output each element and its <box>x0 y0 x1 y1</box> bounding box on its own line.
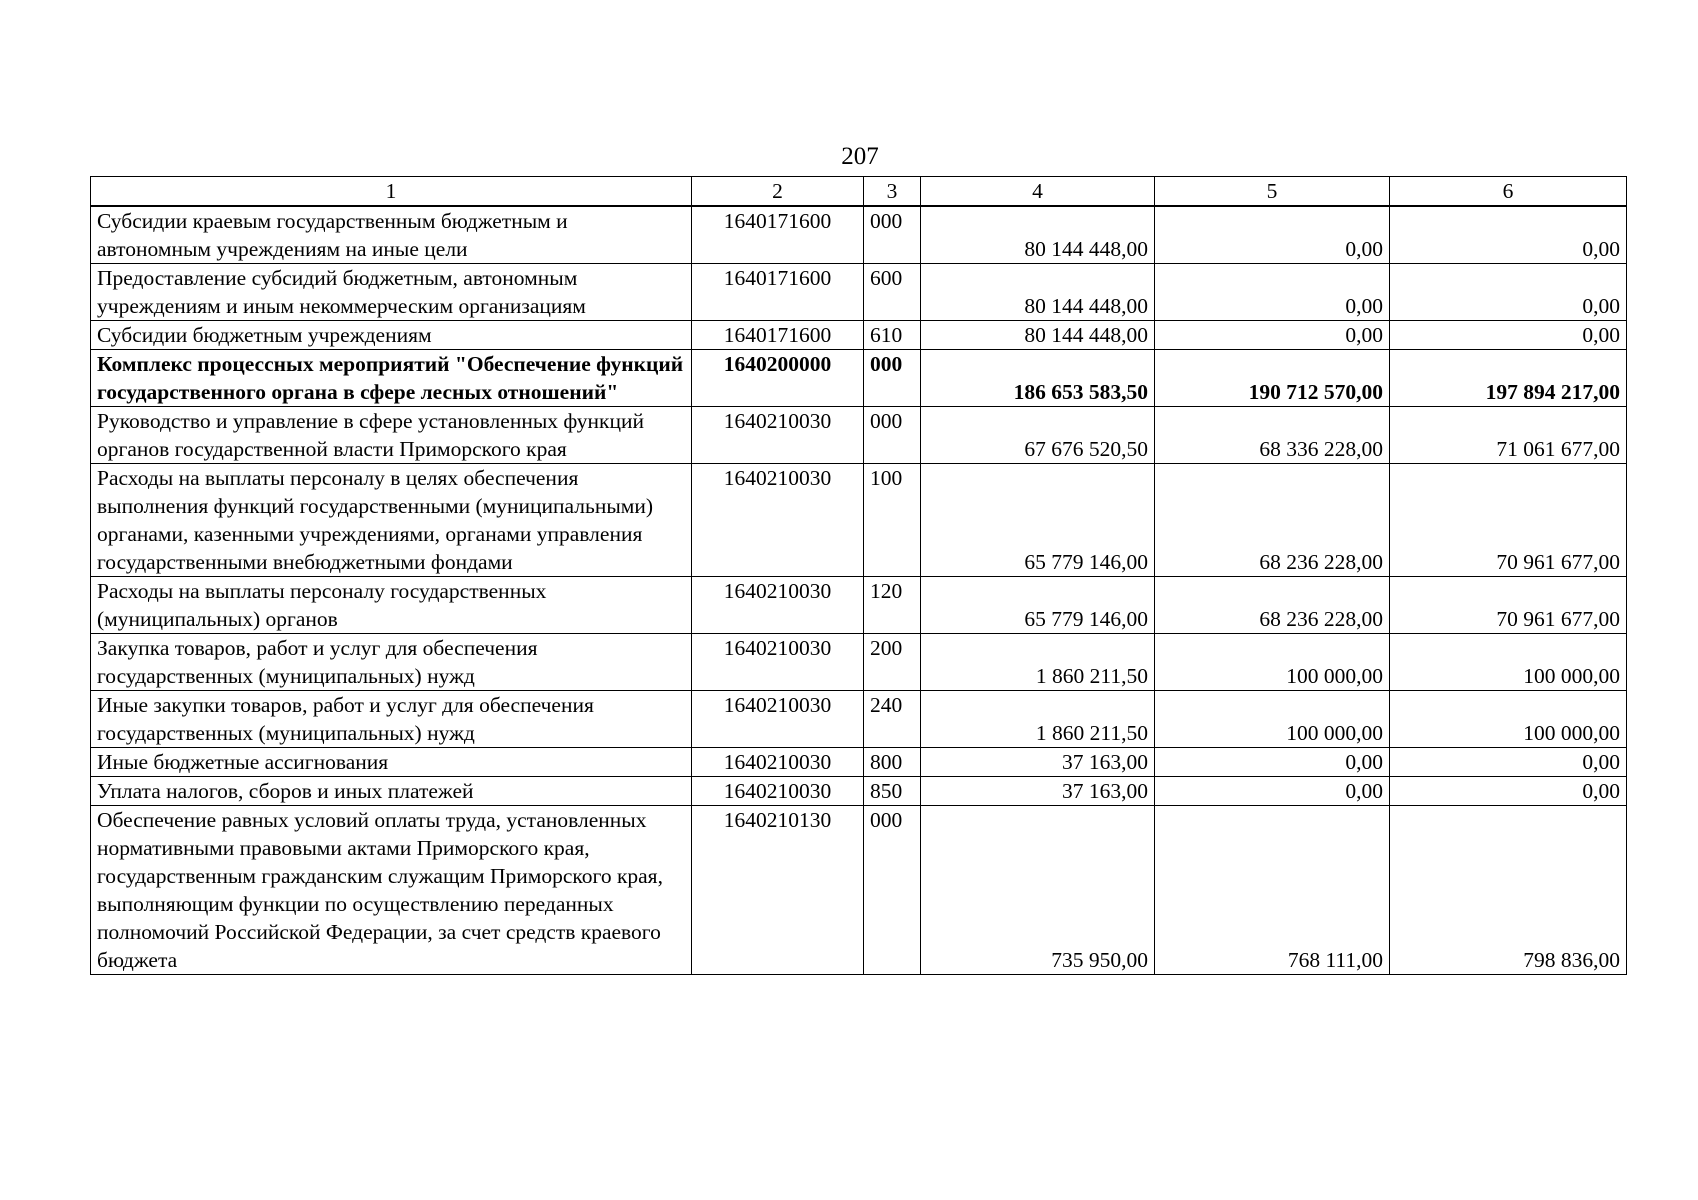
expense-name: Обеспечение равных условий оплаты труда, установленных нормативными правовыми актами Приморского края, государственным гражданским служащим Приморского края, выполняющим функции по осуществлению переданных полномочий Российской Федерации, за счет средств краевого бюджета <box>91 806 692 975</box>
expense-type-code: 610 <box>864 321 921 350</box>
table-row <box>91 634 1627 691</box>
amount-col-4: 735 950,00 <box>921 806 1155 975</box>
expense-name: Руководство и управление в сфере установленных функций органов государственной власти Приморского края <box>91 407 692 464</box>
target-article-code: 1640210030 <box>692 691 864 748</box>
amount-col-5: 68 236 228,00 <box>1155 577 1390 634</box>
amount-col-4: 80 144 448,00 <box>921 321 1155 350</box>
column-number: 4 <box>921 177 1155 207</box>
expense-name: Субсидии бюджетным учреждениям <box>91 321 692 350</box>
table-row <box>91 407 1627 464</box>
expense-type-code: 000 <box>864 407 921 464</box>
amount-col-6: 100 000,00 <box>1390 691 1627 748</box>
amount-col-6: 0,00 <box>1390 206 1627 264</box>
expense-name: Закупка товаров, работ и услуг для обеспечения государственных (муниципальных) нужд <box>91 634 692 691</box>
expense-name: Уплата налогов, сборов и иных платежей <box>91 777 692 806</box>
expense-type-code: 100 <box>864 464 921 577</box>
amount-col-5: 0,00 <box>1155 264 1390 321</box>
amount-col-4: 67 676 520,50 <box>921 407 1155 464</box>
amount-col-6: 100 000,00 <box>1390 634 1627 691</box>
amount-col-4: 37 163,00 <box>921 748 1155 777</box>
page-number: 207 <box>841 143 879 170</box>
amount-col-5: 100 000,00 <box>1155 634 1390 691</box>
amount-col-5: 68 236 228,00 <box>1155 464 1390 577</box>
expense-type-code: 850 <box>864 777 921 806</box>
expense-name: Иные закупки товаров, работ и услуг для обеспечения государственных (муниципальных) нужд <box>91 691 692 748</box>
amount-col-6: 0,00 <box>1390 748 1627 777</box>
expense-name: Предоставление субсидий бюджетным, автономным учреждениям и иным некоммерческим организациям <box>91 264 692 321</box>
target-article-code: 1640210030 <box>692 407 864 464</box>
expense-name: Расходы на выплаты персоналу государственных (муниципальных) органов <box>91 577 692 634</box>
expense-type-code: 000 <box>864 206 921 264</box>
expense-name: Иные бюджетные ассигнования <box>91 748 692 777</box>
amount-col-4: 1 860 211,50 <box>921 691 1155 748</box>
amount-col-6: 798 836,00 <box>1390 806 1627 975</box>
amount-col-5: 68 336 228,00 <box>1155 407 1390 464</box>
table-row <box>91 806 1627 975</box>
amount-col-5: 768 111,00 <box>1155 806 1390 975</box>
expense-type-code: 240 <box>864 691 921 748</box>
target-article-code: 1640171600 <box>692 206 864 264</box>
amount-col-6: 0,00 <box>1390 777 1627 806</box>
amount-col-4: 186 653 583,50 <box>921 350 1155 407</box>
table-row <box>91 264 1627 321</box>
table-row <box>91 206 1627 264</box>
amount-col-6: 197 894 217,00 <box>1390 350 1627 407</box>
target-article-code: 1640210030 <box>692 577 864 634</box>
column-number: 2 <box>692 177 864 207</box>
target-article-code: 1640210030 <box>692 464 864 577</box>
column-number: 5 <box>1155 177 1390 207</box>
table-row <box>91 350 1627 407</box>
column-number: 3 <box>864 177 921 207</box>
target-article-code: 1640171600 <box>692 264 864 321</box>
table-row <box>91 777 1627 806</box>
table-row <box>91 748 1627 777</box>
target-article-code: 1640171600 <box>692 321 864 350</box>
expense-type-code: 800 <box>864 748 921 777</box>
amount-col-5: 0,00 <box>1155 321 1390 350</box>
amount-col-5: 0,00 <box>1155 748 1390 777</box>
expense-type-code: 000 <box>864 806 921 975</box>
table-body <box>91 177 1627 975</box>
expense-name: Расходы на выплаты персоналу в целях обеспечения выполнения функций государственными (муниципальными) органами, казенными учреждениями, органами управления государственными внебюджетными фондами <box>91 464 692 577</box>
amount-col-6: 70 961 677,00 <box>1390 464 1627 577</box>
target-article-code: 1640200000 <box>692 350 864 407</box>
amount-col-6: 0,00 <box>1390 264 1627 321</box>
amount-col-4: 65 779 146,00 <box>921 577 1155 634</box>
amount-col-5: 190 712 570,00 <box>1155 350 1390 407</box>
column-number-row <box>91 177 1627 207</box>
amount-col-6: 71 061 677,00 <box>1390 407 1627 464</box>
target-article-code: 1640210030 <box>692 748 864 777</box>
target-article-code: 1640210130 <box>692 806 864 975</box>
target-article-code: 1640210030 <box>692 634 864 691</box>
budget-table <box>90 176 1627 975</box>
amount-col-4: 1 860 211,50 <box>921 634 1155 691</box>
expense-type-code: 000 <box>864 350 921 407</box>
expense-type-code: 600 <box>864 264 921 321</box>
table-row <box>91 691 1627 748</box>
table-row <box>91 577 1627 634</box>
expense-name: Комплекс процессных мероприятий "Обеспечение функций государственного органа в сфере лесных отношений" <box>91 350 692 407</box>
amount-col-4: 37 163,00 <box>921 777 1155 806</box>
table-row <box>91 464 1627 577</box>
target-article-code: 1640210030 <box>692 777 864 806</box>
amount-col-4: 80 144 448,00 <box>921 206 1155 264</box>
expense-type-code: 200 <box>864 634 921 691</box>
amount-col-5: 0,00 <box>1155 777 1390 806</box>
expense-name: Субсидии краевым государственным бюджетным и автономным учреждениям на иные цели <box>91 206 692 264</box>
amount-col-4: 80 144 448,00 <box>921 264 1155 321</box>
amount-col-5: 0,00 <box>1155 206 1390 264</box>
table-row <box>91 321 1627 350</box>
amount-col-5: 100 000,00 <box>1155 691 1390 748</box>
expense-type-code: 120 <box>864 577 921 634</box>
amount-col-4: 65 779 146,00 <box>921 464 1155 577</box>
column-number: 1 <box>91 177 692 207</box>
amount-col-6: 0,00 <box>1390 321 1627 350</box>
column-number: 6 <box>1390 177 1627 207</box>
amount-col-6: 70 961 677,00 <box>1390 577 1627 634</box>
